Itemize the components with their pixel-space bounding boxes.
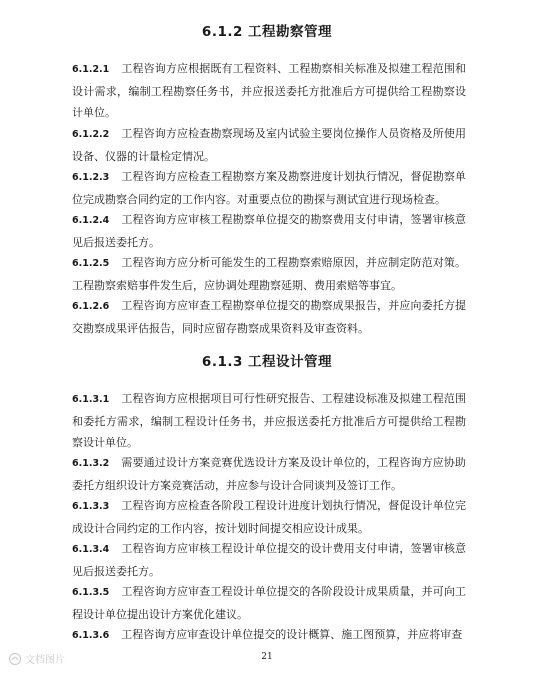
clause-number: 6.1.3.6 xyxy=(72,630,110,641)
clause-text: 工程咨询方应审核工程设计单位提交的设计费用支付申请，签署审核意见后报送委托方。 xyxy=(72,542,466,578)
clause-number: 6.1.2.5 xyxy=(72,258,110,269)
clause-number: 6.1.2.1 xyxy=(72,64,110,75)
clause-number: 6.1.3.4 xyxy=(72,544,110,555)
clause-paragraph xyxy=(72,295,466,339)
clause-text: 工程咨询方应分析可能发生的工程勘察索赔原因，并应制定防范对策。工程勘察索赔事件发生后，应协调处理勘察延期、费用索赔等事宜。 xyxy=(72,256,466,292)
clause-text: 工程咨询方应审查设计单位提交的设计概算、施工图预算，并应将审查 xyxy=(121,628,463,641)
clause-number: 6.1.3.1 xyxy=(72,394,110,405)
clause-paragraph xyxy=(72,58,466,124)
clause-text: 工程咨询方应检查工程勘察方案及勘察进度计划执行情况，督促勘察单位完成勘察合同约定的工作内容。对重要点位的勘探与测试宜进行现场检查。 xyxy=(72,170,466,206)
clause-number: 6.1.2.3 xyxy=(72,172,110,183)
clause-text: 工程咨询方应检查各阶段工程设计进度计划执行情况，督促设计单位完成设计合同约定的工作内容，按计划时间提交相应设计成果。 xyxy=(72,499,466,535)
clause-paragraph xyxy=(72,581,466,625)
clause-paragraph xyxy=(72,624,466,646)
clause-text: 工程咨询方应根据既有工程资料、工程勘察相关标准及拟建工程范围和设计需求，编制工程勘察任务书，并应报送委托方批准后方可提供给工程勘察设计单位。 xyxy=(72,62,466,119)
clause-paragraph xyxy=(72,452,466,496)
clause-text: 工程咨询方应根据项目可行性研究报告、工程建设标准及拟建工程范围和委托方需求，编制工程设计任务书，并应报送委托方批准后方可提供给工程勘察设计单位。 xyxy=(72,392,466,449)
clause-text: 工程咨询方应审查工程勘察单位提交的勘察成果报告，并应向委托方提交勘察成果评估报告，同时应留存勘察成果资料及审查资料。 xyxy=(72,299,466,335)
clause-paragraph xyxy=(72,495,466,539)
clause-number: 6.1.2.4 xyxy=(72,215,110,226)
clause-number: 6.1.3.2 xyxy=(72,458,110,469)
clause-paragraph xyxy=(72,252,466,296)
watermark xyxy=(8,651,65,666)
clause-text: 工程咨询方应审核工程勘察单位提交的勘察费用支付申请，签署审核意见后报送委托方。 xyxy=(72,213,466,249)
watermark-text: 文档图片 xyxy=(25,655,65,666)
page-number: 21 xyxy=(261,652,273,662)
clause-number: 6.1.2.2 xyxy=(72,129,110,140)
clause-number: 6.1.3.3 xyxy=(72,501,110,512)
clause-text: 工程咨询方应检查勘察现场及室内试验主要岗位操作人员资格及所使用设备、仪器的计量检定情况。 xyxy=(72,127,466,163)
clause-paragraph xyxy=(72,166,466,210)
clause-text: 工程咨询方应审查工程设计单位提交的各阶段设计成果质量，并可向工程设计单位提出设计方案优化建议。 xyxy=(72,585,466,621)
clause-paragraph xyxy=(72,388,466,454)
clause-paragraph xyxy=(72,538,466,582)
section-heading: 6.1.3 工程设计管理 xyxy=(201,354,333,370)
clause-paragraph xyxy=(72,209,466,253)
clause-number: 6.1.3.5 xyxy=(72,587,110,598)
section-heading: 6.1.2 工程勘察管理 xyxy=(201,24,333,40)
clause-paragraph xyxy=(72,123,466,167)
clause-text: 需要通过设计方案竞赛优选设计方案及设计单位的，工程咨询方应协助委托方组织设计方案竞赛活动，并应参与设计合同谈判及签订工作。 xyxy=(72,456,466,492)
clause-number: 6.1.2.6 xyxy=(72,301,110,312)
watermark-logo-icon xyxy=(8,652,22,666)
